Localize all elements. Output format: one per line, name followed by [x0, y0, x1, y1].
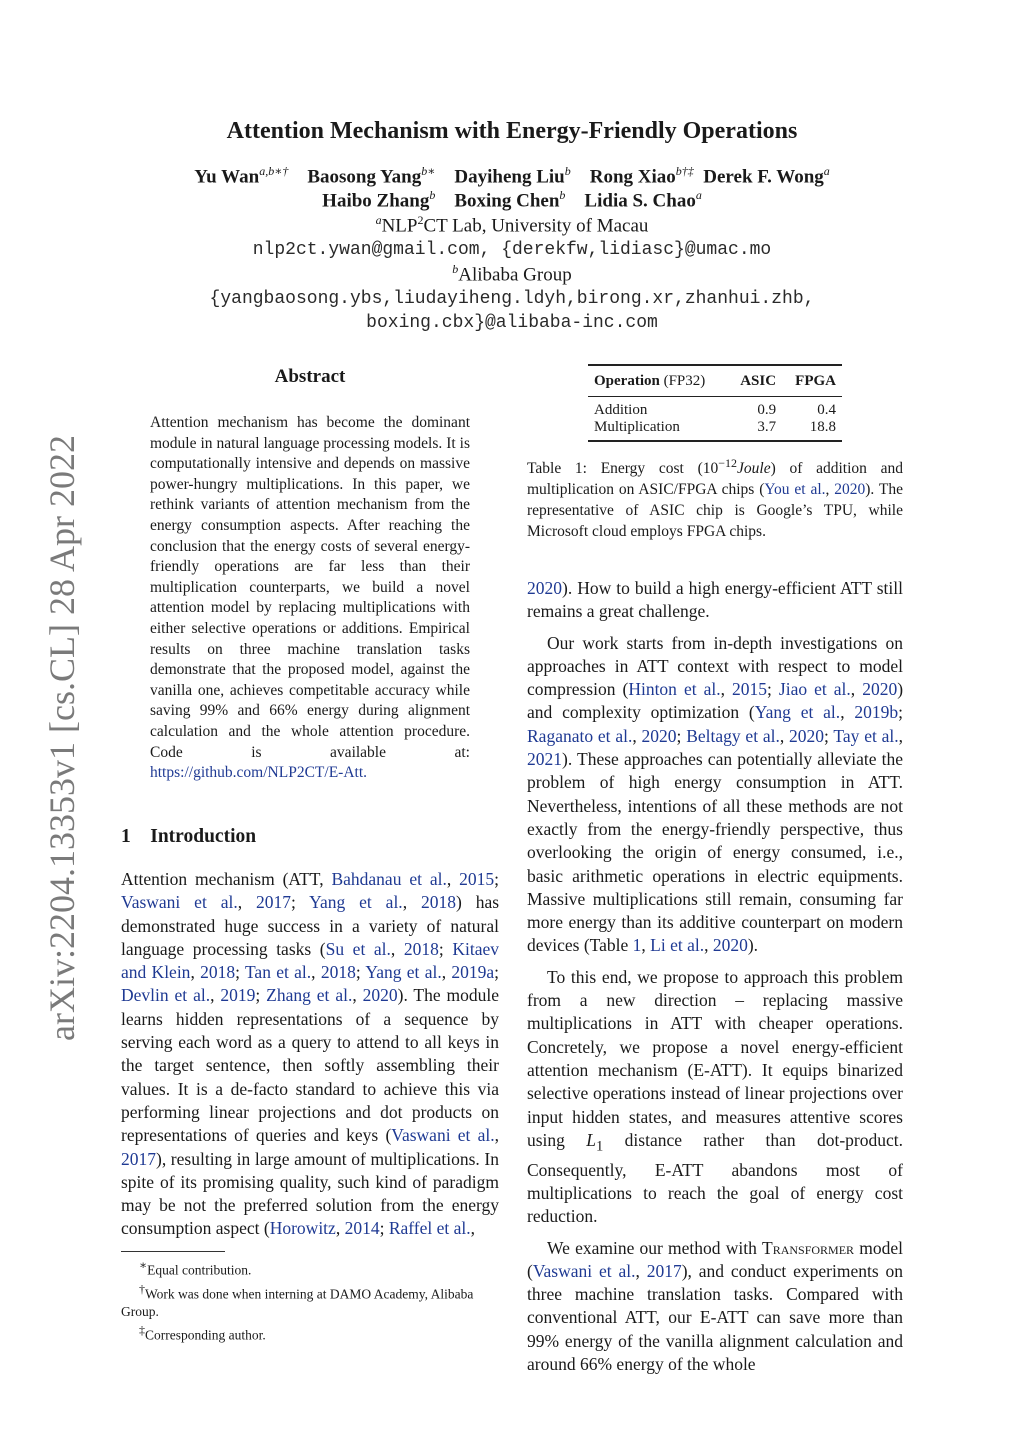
header-operation: Operation (FP32) [594, 372, 706, 389]
text-run: ; [438, 938, 453, 959]
author-mark: b [429, 188, 436, 202]
table-header-row [588, 365, 842, 397]
author-name: Lidia S. Chao [584, 190, 696, 212]
cell-fpga: 18.8 [809, 419, 836, 435]
author-name: Derek F. Wong [703, 166, 824, 188]
text-run: , [779, 725, 790, 746]
citation-link[interactable]: 2017 [121, 1148, 156, 1169]
text-run: ), and conduct experiments on three machine translation tasks. Compared with conventional ATT, our E-ATT can save more than 99% energy of the vanilla alignment calculation and around 66% energy of the whole [527, 1260, 903, 1374]
text-run: , [720, 679, 733, 700]
citation-link[interactable]: Vaswani et al. [121, 892, 238, 913]
cell-op: Multiplication [594, 419, 680, 435]
citation-link[interactable]: Jiao et al. [778, 679, 851, 700]
citation-link[interactable]: Li et al. [650, 935, 705, 956]
text-run: ). The module learns hidden representations of a sequence by serving each word as a query to attend to all keys in the target sentence, then softly assembling their values. It is a de-facto standard to achieve this via performing linear projections and dot products on representations of queries and keys ( [121, 985, 500, 1146]
citation-link[interactable]: Hinton et al. [628, 679, 721, 700]
citation-link[interactable]: Devlin et al. [121, 985, 211, 1006]
text-run: ; [767, 679, 779, 700]
citation-link[interactable]: 2020 [862, 679, 898, 700]
energy-cost-table [588, 364, 842, 442]
cell-op: Addition [594, 402, 648, 418]
citation-link[interactable]: Kitaev and Klein [121, 938, 499, 983]
citation-link[interactable]: Tan et al. [244, 962, 312, 983]
text-run: ). These approaches can potentially alleviate the problem of high energy consumption in ATT. Nevertheless, intentions of all these methods are not exactly from the energy-friendly perspective, thus overlooking the origin of energy consumed, i.e., basic arithmetic operations in electric equipments. Massive multiplications still remain, consuming far more energy than its additive counterpart on modern devices (Table [527, 749, 903, 956]
affiliation-b: $^b$Alibaba Group [452, 262, 572, 286]
footnote: ∗Equal contribution. [139, 1258, 252, 1278]
text-run: , [335, 1218, 345, 1239]
text-run: , [190, 962, 201, 983]
intro-paragraph [527, 1237, 903, 1377]
math-subscript: 1 [596, 1138, 604, 1155]
citation-link[interactable]: 2015 [732, 679, 768, 700]
intro-paragraph [121, 868, 499, 1241]
arxiv-sidebar-stamp: arXiv:2204.13353v1 [cs.CL] 28 Apr 2022 [42, 435, 82, 1041]
citation-link[interactable]: 2018 [420, 892, 456, 913]
author-name: Baosong Yang [307, 166, 422, 188]
math-symbol: L [586, 1129, 597, 1150]
citation-link[interactable]: 2014 [344, 1218, 380, 1239]
text-run: , [635, 1260, 647, 1281]
text-run: , [704, 935, 713, 956]
text-run: ; [291, 892, 310, 913]
intro-paragraph [527, 966, 903, 1229]
author-name: Yu Wan [194, 166, 260, 188]
text-run: , [850, 679, 863, 700]
text-run: , [441, 962, 452, 983]
author-mark: a [823, 164, 830, 178]
text-run: ; [379, 1218, 389, 1239]
citation-link[interactable]: Zhang et al. [266, 985, 353, 1006]
paper-title: Attention Mechanism with Energy-Friendly Operations [226, 118, 798, 144]
header-asic: ASIC [740, 372, 777, 389]
section-heading: 1 Introduction [121, 826, 257, 847]
citation-link[interactable]: 2020 [641, 725, 677, 746]
text-run: ; [824, 725, 834, 746]
text-run: ; [494, 962, 500, 983]
cell-fpga: 0.4 [817, 402, 836, 418]
abstract-heading: Abstract [274, 366, 346, 387]
text-run: model ( [527, 1237, 904, 1281]
text-run: ) has demonstrated huge success in a variety of natural language processing tasks ( [121, 892, 500, 959]
text-run: ) and complexity optimization ( [527, 679, 904, 723]
author-name: Boxing Chen [454, 190, 560, 212]
footnote-rule [121, 1251, 225, 1252]
citation-link[interactable]: 2017 [256, 892, 291, 913]
text-run: , [210, 985, 221, 1006]
citation-link[interactable]: 2020 [712, 935, 748, 956]
text-run: , [840, 702, 855, 723]
email-b-line-2: boxing.cbx}@alibaba-inc.com [366, 313, 658, 333]
citation-link[interactable]: 2020 [362, 985, 398, 1006]
table-row [588, 397, 842, 420]
footnotes [121, 1256, 499, 1345]
text-run: ; [355, 962, 366, 983]
email-b-line-1: {yangbaosong.ybs,liudayiheng.ldyh,birong.xr,zhanhui.zhb, [209, 289, 815, 309]
text-run: , [632, 725, 642, 746]
citation-link[interactable]: Yang et al. [365, 962, 442, 983]
author-mark: a [695, 188, 702, 202]
text-run: ; [898, 702, 904, 723]
text-run: , [352, 985, 363, 1006]
citation-link[interactable]: Raganato et al. [527, 725, 633, 746]
citation-link[interactable]: 2017 [646, 1260, 682, 1281]
text-run: , [470, 1218, 475, 1239]
text-run: To this end, we propose to approach this problem from a new direction – replacing massive multiplications in ATT with cheaper operations. Concretely, we propose a novel energy-efficient attention mechanism (E-ATT). It equips binarized selective operations instead of linear projections over input hidden states, and measures attentive scores using [527, 966, 903, 1150]
citation-link[interactable]: Su et al. [325, 938, 391, 959]
citation-link[interactable]: 2021 [527, 749, 562, 770]
citation-link[interactable]: Yang et al. [309, 892, 403, 913]
author-name: Dayiheng Liu [454, 166, 565, 188]
citation-link[interactable]: Horowitz [269, 1218, 336, 1239]
text-run: Our work starts from in-depth investigations on approaches in ATT context with respect to model compression ( [527, 632, 903, 700]
citation-link[interactable]: Yang et al. [754, 702, 841, 723]
citation-link[interactable]: 2020 [789, 725, 825, 746]
author-mark: b∗ [421, 164, 436, 178]
intro-paragraph [527, 577, 903, 624]
text-run: , [237, 892, 256, 913]
table-row [588, 419, 842, 441]
citation-link[interactable]: 2019b [854, 702, 899, 723]
text-run: We examine our method with [547, 1237, 763, 1258]
author-mark: a,b∗† [259, 164, 289, 178]
text-run: ; [235, 962, 245, 983]
author-mark: b [564, 164, 571, 178]
author-line-1 [0, 164, 1024, 188]
citation-link[interactable]: 2020 [527, 578, 562, 598]
citation-link[interactable]: 2015 [459, 869, 495, 889]
citation-link[interactable]: Raffel et al. [388, 1218, 471, 1239]
intro-left-column [121, 868, 499, 1241]
text-run: , [311, 962, 321, 983]
header-fpga: FPGA [795, 372, 836, 389]
affiliation-a: $^a$NLP$^2$CT Lab, University of Macau [375, 213, 649, 237]
citation-link[interactable]: 1 [632, 935, 642, 956]
citation-link[interactable]: 2018 [200, 962, 236, 983]
footnote: ‡Corresponding author. [139, 1323, 266, 1343]
text-run: ). How to build a high energy-efficient ATT still remains a great challenge. [527, 578, 903, 622]
footnote: †Work was done when interning at DAMO Academy, Alibaba Group. [121, 1281, 474, 1319]
citation-link[interactable]: You et al. [764, 481, 826, 499]
author-name: Rong Xiao [589, 166, 676, 188]
citation-link[interactable]: 2018 [403, 938, 439, 959]
citation-link[interactable]: Beltagy et al. [686, 725, 780, 746]
text-run: , [402, 892, 421, 913]
text-run: ). [747, 935, 759, 956]
text-run: distance rather than dot-product. Consequently, E-ATT abandons most of multiplications to reach the goal of energy cost reduction. [527, 1129, 903, 1227]
author-line-2 [0, 188, 1024, 212]
intro-right-column [527, 577, 903, 1376]
author-name: Haibo Zhang [322, 190, 430, 212]
text-run: ), resulting in large amount of multiplications. In spite of its promising quality, such kind of paradigm may be not the preferred solution from the energy consumption aspect ( [121, 1148, 499, 1239]
code-link[interactable]: https://github.com/NLP2CT/E-Att. [150, 764, 367, 782]
model-name: Transformer [762, 1237, 855, 1258]
citation-link[interactable]: 2019a [451, 962, 495, 983]
cell-asic: 0.9 [757, 402, 777, 418]
email-a: nlp2ct.ywan@gmail.com, {derekfw,lidiasc}@umac.mo [252, 240, 772, 260]
text-run: , [641, 935, 651, 956]
text-run: ; [676, 725, 687, 746]
citation-link[interactable]: 2020 [834, 481, 866, 499]
citation-link[interactable]: Vaswani et al. [391, 1125, 495, 1146]
text-run: ; [255, 985, 267, 1006]
intro-paragraph [527, 632, 903, 958]
author-mark: b†‡ [675, 164, 694, 178]
text-run: Attention mechanism (ATT, [121, 869, 332, 889]
citation-link[interactable]: Bahdanau et al. [331, 869, 447, 889]
text-run: ; [494, 869, 499, 889]
text-run: , [446, 869, 460, 889]
citation-link[interactable]: 2018 [320, 962, 356, 983]
citation-link[interactable]: Vaswani et al. [532, 1260, 636, 1281]
text-run: , [898, 725, 904, 746]
cell-asic: 3.7 [757, 419, 777, 435]
table-caption: Table 1: Energy cost $(10^{-12}Joule)$ of addition and multiplication on ASIC/FPGA chips (You et al., 2020). The representative of ASIC chip is Google’s TPU, while Microsoft cloud employs FPGA chips. [527, 456, 904, 541]
author-mark: b [559, 188, 566, 202]
text-run: , [494, 1125, 499, 1146]
abstract-text: Attention mechanism has become the dominant module in natural language processing models. It is computationally intensive and depends on massive power-hungry multiplications. In this paper, we rethink variants of attention mechanism from the energy consumption aspects. After reaching the conclusion that the energy costs of several energy-friendly operations are far less than their multiplication counterparts, we build a novel attention model by replacing multiplications with either selective operations or additions. Empirical results on three machine translation tasks demonstrate that the proposed model, against the vanilla one, achieves competitable accuracy while saving 99% and 66% energy during alignment calculation and the whole attention procedure. Code is available at: https://github.com/NLP2CT/E-Att. [150, 414, 470, 782]
citation-link[interactable]: Tay et al. [833, 725, 899, 746]
text-run: , [390, 938, 404, 959]
citation-link[interactable]: 2019 [220, 985, 256, 1006]
